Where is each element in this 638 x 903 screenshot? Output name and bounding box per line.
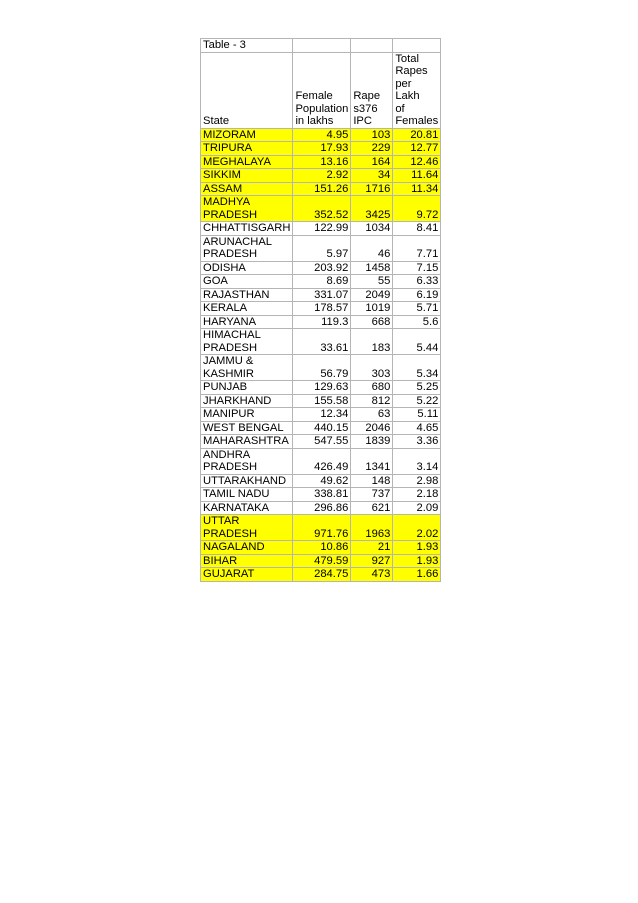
- empty-cell: [293, 39, 351, 53]
- table-row: [201, 448, 441, 474]
- header-line: Total: [395, 52, 419, 65]
- header-line: in lakhs: [295, 115, 334, 127]
- table-row: [201, 196, 441, 222]
- state-name-line: GOA: [203, 275, 228, 287]
- rapes-cell: 55: [351, 275, 393, 289]
- table-row: [201, 302, 441, 316]
- population-cell: 440.15: [293, 421, 351, 435]
- table-body: [201, 39, 441, 582]
- table-row: [201, 182, 441, 196]
- state-cell: [201, 554, 293, 568]
- state-cell: [201, 488, 293, 502]
- state-cell: [201, 501, 293, 515]
- state-name-line: NAGALAND: [203, 541, 265, 553]
- population-cell: 203.92: [293, 261, 351, 275]
- population-cell: 284.75: [293, 568, 351, 582]
- state-cell: [201, 182, 293, 196]
- state-cell: [201, 196, 293, 222]
- rapes-cell: 737: [351, 488, 393, 502]
- population-cell: 119.3: [293, 315, 351, 329]
- population-cell: 122.99: [293, 222, 351, 236]
- population-cell: 338.81: [293, 488, 351, 502]
- table-row: [201, 261, 441, 275]
- state-cell: [201, 315, 293, 329]
- rapes-cell: 21: [351, 541, 393, 555]
- per-lakh-cell: 12.77: [393, 142, 441, 156]
- population-cell: 129.63: [293, 381, 351, 395]
- per-lakh-cell: 3.36: [393, 435, 441, 449]
- rapes-cell: 303: [351, 355, 393, 381]
- per-lakh-cell: 5.11: [393, 408, 441, 422]
- state-cell: [201, 288, 293, 302]
- population-cell: 547.55: [293, 435, 351, 449]
- state-name-line: TAMIL NADU: [203, 488, 270, 500]
- state-cell: [201, 541, 293, 555]
- population-cell: 426.49: [293, 448, 351, 474]
- per-lakh-cell: 5.6: [393, 315, 441, 329]
- header-line: IPC: [353, 115, 372, 127]
- table-row: [201, 235, 441, 261]
- per-lakh-cell: 1.66: [393, 568, 441, 582]
- state-name-line: MAHARASHTRA: [203, 435, 289, 447]
- per-lakh-cell: 5.44: [393, 329, 441, 355]
- state-name-line: HIMACHAL: [203, 329, 261, 341]
- table-row: [201, 128, 441, 142]
- per-lakh-cell: 4.65: [393, 421, 441, 435]
- state-name-line: PUNJAB: [203, 381, 248, 393]
- population-cell: 971.76: [293, 515, 351, 541]
- rapes-cell: 927: [351, 554, 393, 568]
- state-name-line: CHHATTISGARH: [203, 222, 291, 234]
- state-cell: [201, 302, 293, 316]
- header-female-population: [293, 52, 351, 128]
- population-cell: 151.26: [293, 182, 351, 196]
- state-cell: [201, 329, 293, 355]
- state-name-line: MADHYA: [203, 196, 251, 208]
- state-cell: [201, 421, 293, 435]
- population-cell: 352.52: [293, 196, 351, 222]
- population-cell: 479.59: [293, 554, 351, 568]
- rapes-cell: 2049: [351, 288, 393, 302]
- header-line: Females: [395, 115, 439, 127]
- table-row: [201, 515, 441, 541]
- header-line: Rapes: [395, 65, 428, 77]
- population-cell: 56.79: [293, 355, 351, 381]
- header-line: State: [203, 115, 230, 127]
- state-rape-statistics-table: [200, 38, 441, 582]
- table-row: [201, 315, 441, 329]
- population-cell: 17.93: [293, 142, 351, 156]
- header-line: Population: [295, 102, 349, 115]
- table-row: [201, 421, 441, 435]
- header-rape-s376: [351, 52, 393, 128]
- state-cell: [201, 222, 293, 236]
- table-row: [201, 474, 441, 488]
- per-lakh-cell: 2.02: [393, 515, 441, 541]
- table-row: [201, 488, 441, 502]
- state-cell: [201, 261, 293, 275]
- state-name-line: TRIPURA: [203, 142, 253, 154]
- empty-cell: [393, 39, 441, 53]
- population-cell: 296.86: [293, 501, 351, 515]
- state-name-line: ODISHA: [203, 261, 246, 274]
- rapes-cell: 2046: [351, 421, 393, 435]
- per-lakh-cell: 2.09: [393, 501, 441, 515]
- population-cell: 331.07: [293, 288, 351, 302]
- state-cell: [201, 381, 293, 395]
- empty-cell: [351, 39, 393, 53]
- header-line: of: [395, 102, 405, 115]
- rapes-cell: 1034: [351, 222, 393, 236]
- table-row: [201, 435, 441, 449]
- state-name-line: PRADESH: [203, 248, 258, 260]
- state-cell: [201, 474, 293, 488]
- state-name-line: WEST BENGAL: [203, 421, 284, 434]
- per-lakh-cell: 9.72: [393, 196, 441, 222]
- header-rapes-per-lakh: [393, 52, 441, 128]
- state-name-line: MANIPUR: [203, 408, 255, 420]
- rapes-cell: 1963: [351, 515, 393, 541]
- population-cell: 10.86: [293, 541, 351, 555]
- state-cell: [201, 142, 293, 156]
- rapes-cell: 1716: [351, 182, 393, 196]
- state-name-line: ANDHRA: [203, 448, 251, 461]
- rapes-cell: 63: [351, 408, 393, 422]
- state-name-line: BIHAR: [203, 554, 238, 567]
- rapes-cell: 680: [351, 381, 393, 395]
- table-row: [201, 381, 441, 395]
- state-cell: [201, 408, 293, 422]
- population-cell: 33.61: [293, 329, 351, 355]
- table-row: [201, 222, 441, 236]
- state-name-line: JHARKHAND: [203, 394, 272, 407]
- state-cell: [201, 169, 293, 183]
- table-row: [201, 568, 441, 582]
- per-lakh-cell: 2.98: [393, 474, 441, 488]
- per-lakh-cell: 6.19: [393, 288, 441, 302]
- header-line: Female: [295, 90, 333, 102]
- state-cell: [201, 435, 293, 449]
- header-line: Rape: [353, 90, 381, 102]
- rapes-cell: 46: [351, 235, 393, 261]
- title-row: [201, 39, 441, 53]
- table-row: [201, 329, 441, 355]
- per-lakh-cell: 6.33: [393, 275, 441, 289]
- rapes-cell: 473: [351, 568, 393, 582]
- state-name-line: JAMMU &: [203, 355, 254, 367]
- per-lakh-cell: 3.14: [393, 448, 441, 474]
- rapes-cell: 229: [351, 142, 393, 156]
- per-lakh-cell: 5.22: [393, 394, 441, 408]
- per-lakh-cell: 12.46: [393, 155, 441, 169]
- state-name-line: RAJASTHAN: [203, 288, 270, 301]
- header-line: per Lakh: [395, 77, 420, 102]
- table-row: [201, 501, 441, 515]
- per-lakh-cell: 20.81: [393, 128, 441, 142]
- state-name-line: PRADESH: [203, 527, 258, 540]
- population-cell: 8.69: [293, 275, 351, 289]
- table-row: [201, 169, 441, 183]
- state-cell: [201, 155, 293, 169]
- rapes-cell: 103: [351, 128, 393, 142]
- header-state: [201, 52, 293, 128]
- rapes-cell: 812: [351, 394, 393, 408]
- rapes-cell: 148: [351, 474, 393, 488]
- state-cell: [201, 128, 293, 142]
- per-lakh-cell: 7.15: [393, 261, 441, 275]
- table-row: [201, 541, 441, 555]
- population-cell: 49.62: [293, 474, 351, 488]
- per-lakh-cell: 11.34: [393, 182, 441, 196]
- state-cell: [201, 568, 293, 582]
- table-row: [201, 155, 441, 169]
- state-name-line: PRADESH: [203, 341, 258, 354]
- population-cell: 155.58: [293, 394, 351, 408]
- population-cell: 12.34: [293, 408, 351, 422]
- state-name-line: KERALA: [203, 302, 248, 314]
- table-row: [201, 408, 441, 422]
- state-name-line: HARYANA: [203, 315, 257, 328]
- population-cell: 5.97: [293, 235, 351, 261]
- population-cell: 13.16: [293, 155, 351, 169]
- table-row: [201, 275, 441, 289]
- state-name-line: ARUNACHAL: [203, 235, 273, 248]
- rapes-cell: 668: [351, 315, 393, 329]
- per-lakh-cell: 1.93: [393, 541, 441, 555]
- state-name-line: PRADESH: [203, 461, 258, 473]
- header-row: [201, 52, 441, 128]
- per-lakh-cell: 5.25: [393, 381, 441, 395]
- rapes-cell: 1019: [351, 302, 393, 316]
- state-cell: [201, 275, 293, 289]
- rapes-cell: 164: [351, 155, 393, 169]
- state-name-line: KASHMIR: [203, 367, 254, 380]
- rapes-cell: 1458: [351, 261, 393, 275]
- state-name-line: UTTAR: [203, 515, 240, 527]
- population-cell: 178.57: [293, 302, 351, 316]
- rapes-cell: 1839: [351, 435, 393, 449]
- table-row: [201, 554, 441, 568]
- population-cell: 2.92: [293, 169, 351, 183]
- state-name-line: KARNATAKA: [203, 501, 270, 514]
- rapes-cell: 1341: [351, 448, 393, 474]
- table-row: [201, 394, 441, 408]
- population-cell: 4.95: [293, 128, 351, 142]
- state-cell: [201, 394, 293, 408]
- table-row: [201, 288, 441, 302]
- state-name-line: UTTARAKHAND: [203, 474, 287, 487]
- rapes-cell: 34: [351, 169, 393, 183]
- rapes-cell: 3425: [351, 196, 393, 222]
- header-line: s376: [353, 102, 378, 115]
- state-name-line: PRADESH: [203, 208, 258, 221]
- state-cell: [201, 515, 293, 541]
- per-lakh-cell: 2.18: [393, 488, 441, 502]
- state-name-line: ASSAM: [203, 182, 243, 195]
- state-cell: [201, 355, 293, 381]
- state-name-line: GUJARAT: [203, 568, 255, 580]
- table-row: [201, 142, 441, 156]
- per-lakh-cell: 8.41: [393, 222, 441, 236]
- state-name-line: MEGHALAYA: [203, 155, 271, 168]
- state-cell: [201, 235, 293, 261]
- per-lakh-cell: 5.71: [393, 302, 441, 316]
- rapes-cell: 183: [351, 329, 393, 355]
- per-lakh-cell: 7.71: [393, 235, 441, 261]
- table-row: [201, 355, 441, 381]
- state-name-line: SIKKIM: [203, 169, 241, 181]
- per-lakh-cell: 11.64: [393, 169, 441, 183]
- state-name-line: MIZORAM: [203, 128, 256, 141]
- rapes-cell: 621: [351, 501, 393, 515]
- per-lakh-cell: 5.34: [393, 355, 441, 381]
- per-lakh-cell: 1.93: [393, 554, 441, 568]
- table-title: Table - 3: [201, 39, 293, 53]
- state-cell: [201, 448, 293, 474]
